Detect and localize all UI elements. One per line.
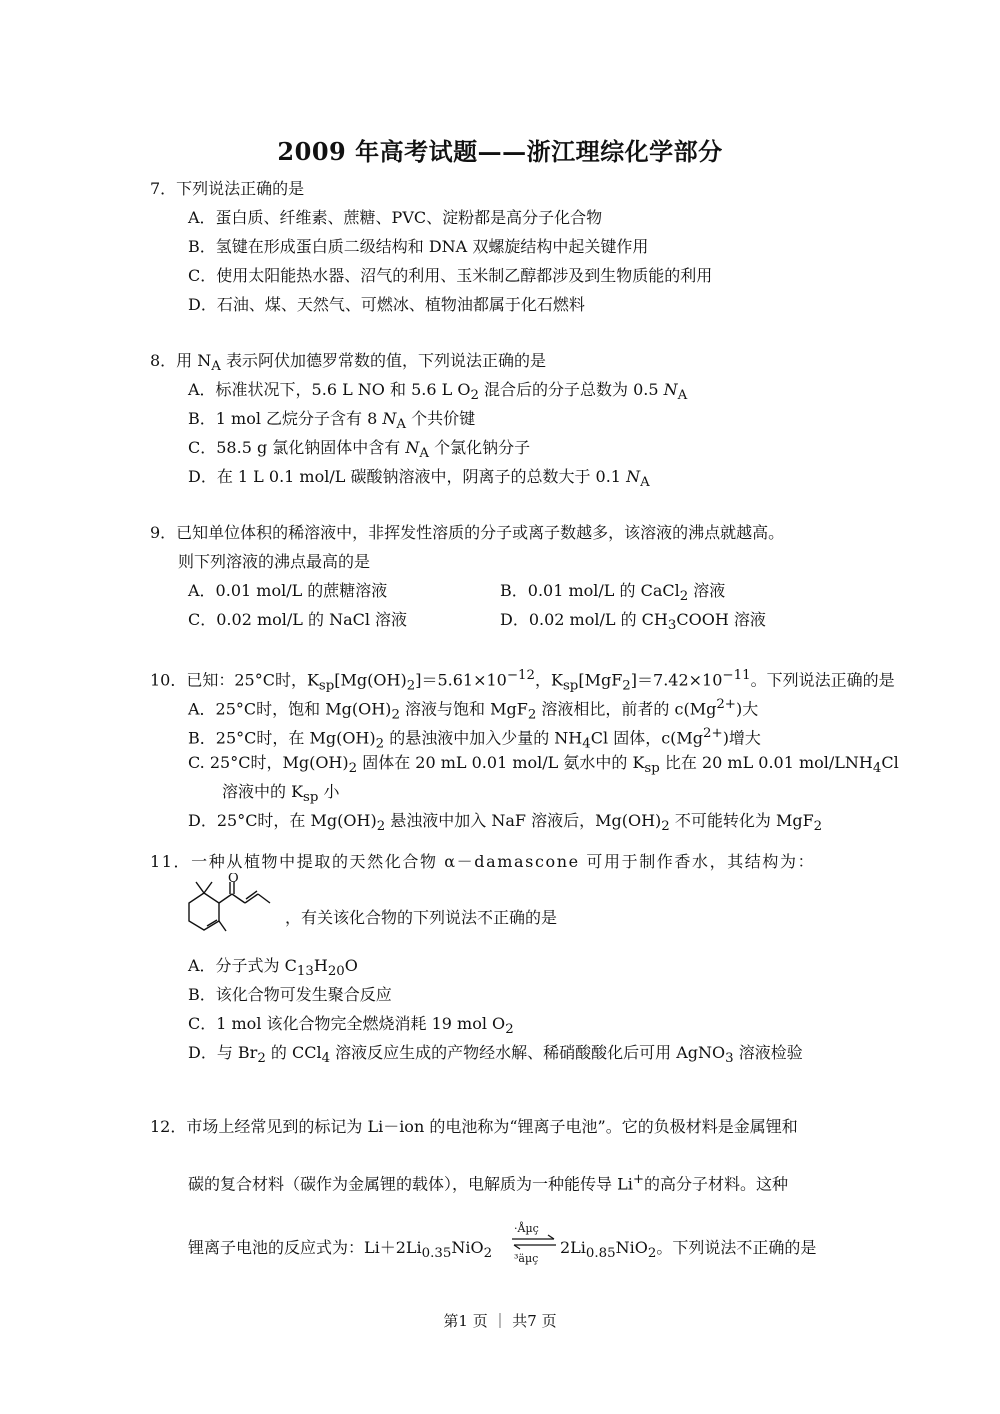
q10-stem: 10．已知：25°C时，$K_{sp}[Mg(OH)_2]=5.61\times 10^{-12}$，$K_{sp}[MgF_2]=7.42\times 10^{-11}$。下列说法正确的是 (150, 668, 895, 694)
q9-option-c: C．0.02 mol/L 的 NaCl 溶液 (188, 610, 408, 629)
page-footer: 第1 页 ｜ 共7 页 (443, 1312, 557, 1330)
q10-option-c: C. 25°C时，$Mg(OH)_2$ 固体在 20 mL 0.01 mol/L 氨水中的 $K_{sp}$ 比在 20 mL 0.01 mol/$LNH_4Cl$ (188, 753, 899, 777)
q10-option-a: A．25°C时，饱和 $Mg(OH)_2$ 溶液与饱和 MgF$_2$ 溶液相比，前者的 $c(Mg^{2+})$大 (188, 697, 759, 723)
q10-option-b: B．25°C时，在 $Mg(OH)_2$ 的悬浊液中加入少量的 $NH_4Cl$ 固体，$c(Mg^{2+})$增大 (188, 726, 761, 752)
ring-bonds (189, 893, 219, 930)
q12-line1: 12．市场上经常见到的标记为 Li－ion 的电池称为“锂离子电池”。它的负极材料是金属锂和 (150, 1117, 798, 1136)
q7-option-a: A．蛋白质、纤维素、蔗糖、PVC、淀粉都是高分子化合物 (188, 208, 603, 227)
methyl-bond-3 (219, 921, 226, 931)
q10-option-d: D．25°C时，在 $Mg(OH)_2$ 悬浊液中加入 NaF 溶液后，$Mg(OH)_2$ 不可能转化为 MgF$_2$ (188, 811, 823, 835)
q9-stem-line2: 则下列溶液的沸点最高的是 (178, 552, 371, 571)
q9-option-b: B．0.01 mol/L 的 CaCl$_2$ 溶液 (500, 581, 726, 605)
damascone-structure-diagram (182, 873, 282, 945)
q8-option-d: D．在 1 L 0.1 mol/L 碳酸钠溶液中，阴离子的总数大于 0.1 $N_A$ (188, 467, 650, 491)
q11-option-a: A．分子式为 $C_{13}H_{20}O$ (188, 956, 358, 980)
reaction-arrow-top-label: ·Åµç (514, 1222, 539, 1235)
page-title: 2009 年高考试题——浙江理综化学部分 (277, 137, 723, 166)
q12-line3-right: $2Li_{0.85}NiO_2$。下列说法不正确的是 (560, 1238, 817, 1262)
chain-bond-2 (232, 894, 245, 903)
chain-bond-1 (219, 894, 232, 903)
q8-option-a: A．标准状况下，5.6 L NO 和 5.6 L $O_2$ 混合后的分子总数为 0.5 $N_A$ (188, 380, 688, 404)
q7-option-b: B．氢键在形成蛋白质二级结构和 DNA 双螺旋结构中起关键作用 (188, 237, 649, 256)
q8-option-c: C．58.5 g 氯化钠固体中含有 $N_A$ 个氯化钠分子 (188, 438, 531, 462)
methyl-bond-2 (204, 882, 212, 893)
methyl-bond-1 (196, 882, 204, 893)
q11-option-c: C．1 mol 该化合物完全燃烧消耗 19 mol $O_2$ (188, 1014, 514, 1038)
q11-stem-part2: ，有关该化合物的下列说法不正确的是 (285, 908, 558, 927)
q9-option-d: D．0.02 mol/L 的 $CH_3COOH$ 溶液 (500, 610, 766, 634)
q9-stem-line1: 9．已知单位体积的稀溶液中，非挥发性溶质的分子或离子数越多，该溶液的沸点就越高。 (150, 523, 785, 542)
q11-option-d: D．与 $Br_2$ 的 CCl$_4$ 溶液反应生成的产物经水解、稀硝酸酸化后可用 AgNO$_3$ 溶液检验 (188, 1043, 803, 1067)
q9-option-a: A．0.01 mol/L 的蔗糖溶液 (188, 581, 388, 600)
q7-option-c: C．使用太阳能热水器、沼气的利用、玉米制乙醇都涉及到生物质能的利用 (188, 266, 713, 285)
q8-option-b: B．1 mol 乙烷分子含有 8 $N_A$ 个共价键 (188, 409, 476, 433)
q11-option-b: B．该化合物可发生聚合反应 (188, 985, 392, 1004)
q11-stem: 11．一种从植物中提取的天然化合物 α－damascone 可用于制作香水，其结构为： (150, 852, 816, 871)
q10-option-c-continued: 溶液中的 $K_{sp}$ 小 (222, 782, 340, 806)
q8-stem: 8．用 $N_A$ 表示阿伏加德罗常数的值，下列说法正确的是 (150, 351, 547, 375)
reaction-arrow-bottom-label: ³äµç (514, 1252, 539, 1265)
q12-line2: 碳的复合材料（碳作为金属锂的载体），电解质为一种能传导 Li+的高分子材料。这种 (188, 1172, 789, 1194)
chain-bond-4 (258, 894, 270, 903)
q7-stem: 7．下列说法正确的是 (150, 179, 305, 198)
oxygen-label: O (228, 873, 239, 886)
q7-option-d: D．石油、煤、天然气、可燃冰、植物油都属于化石燃料 (188, 295, 585, 314)
q12-line3-left: 锂离子电池的反应式为：$Li+2Li_{0.35}NiO_2$ (188, 1238, 493, 1262)
